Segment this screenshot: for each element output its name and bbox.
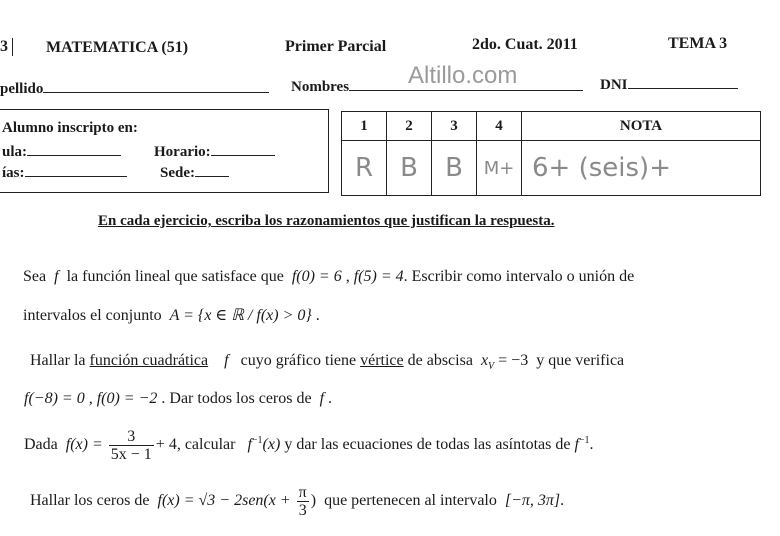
q3-inv-2: f [574, 436, 579, 454]
q4-text-b: que pertenecen al intervalo [324, 492, 497, 510]
question-2-line-2 [24, 390, 332, 408]
dias-label: ías: [2, 165, 25, 181]
q4-fx: f(x) = √3 − 2sen(x + [157, 492, 291, 510]
instructions: En cada ejercicio, escriba los razonamientos que justifican la respuesta. [98, 213, 555, 229]
q4-interval: [−π, 3π] [504, 492, 561, 510]
sede-line [195, 162, 229, 177]
q4-text-a: Hallar los ceros de [30, 492, 150, 510]
question-1-line-2 [23, 305, 320, 325]
q2-text-g: . Dar todos los ceros de [161, 390, 312, 407]
q3-text-b: , calcular [176, 436, 236, 454]
dias-field [2, 162, 127, 182]
question-1-line-1 [23, 268, 634, 286]
dias-line [25, 162, 127, 177]
q2-xv-sub: V [488, 361, 495, 373]
horario-field [154, 141, 275, 161]
q1-text-a: Sea [23, 268, 47, 285]
q4-numerator: π [298, 484, 307, 501]
grades-value-row [342, 141, 761, 196]
apellido-label: pellido [0, 81, 44, 97]
grade-header-1: 1 [342, 112, 387, 141]
q1-text-b: la función lineal que satisface que [66, 268, 284, 285]
q3-tail: + 4 [155, 436, 177, 454]
dni-field [600, 74, 738, 94]
question-2-line-1 [30, 352, 624, 372]
aula-field [2, 141, 121, 161]
grade-header-3: 3 [432, 112, 477, 141]
nombres-label: Nombres [291, 79, 350, 95]
q2-text-a: Hallar la [30, 352, 86, 369]
q3-numerator: 3 [109, 428, 154, 446]
apellido-field [0, 78, 269, 98]
grade-value-1: R [342, 141, 387, 196]
grade-value-4: M+ [477, 141, 522, 196]
q3-text-a: Dada [24, 436, 58, 454]
dni-label: DNI [600, 77, 628, 93]
q2-text-h: . [328, 390, 333, 407]
q4-denominator: 3 [298, 502, 307, 519]
q2-text-e: de abscisa [407, 352, 473, 369]
q2-f-2: f [319, 390, 325, 407]
question-4 [30, 484, 564, 519]
q2-conditions: f(−8) = 0 , f(0) = −2 [24, 390, 158, 407]
q1-conditions: f(0) = 6 , f(5) = 4 [291, 268, 404, 285]
q3-text-d: . [589, 436, 594, 454]
q2-text-b: función cuadrática [89, 352, 209, 369]
q2-text-f: y que verifica [536, 352, 625, 369]
q3-inv-arg: (x) [262, 436, 281, 454]
q1-f: f [54, 268, 59, 285]
grade-header-nota: NOTA [522, 112, 761, 141]
horario-label: Horario: [154, 144, 211, 160]
q2-xv-val: = −3 [498, 352, 529, 369]
horario-line [211, 141, 275, 156]
grade-header-2: 2 [387, 112, 432, 141]
q1-set: A = {x ∈ ℝ / f(x) > 0} [169, 307, 312, 324]
q2-text-c: cuyo gráfico tiene [240, 352, 357, 369]
q3-inv-sup: −1 [251, 434, 263, 446]
q3-fx: f(x) = [65, 436, 103, 454]
q2-xv: x [480, 352, 489, 369]
dni-line [628, 74, 738, 89]
grades-table [341, 111, 761, 196]
sede-field [160, 162, 229, 182]
tema-number: 3 [0, 38, 13, 56]
q3-denominator: 5x − 1 [110, 446, 152, 463]
q1-text-e: . [315, 307, 320, 324]
q2-f: f [224, 352, 229, 369]
tema-label: TEMA 3 [668, 35, 728, 52]
grade-value-2: B [387, 141, 432, 196]
q1-text-c: . Escribir como intervalo o unión de [403, 268, 635, 285]
exam-title: Primer Parcial [285, 38, 387, 55]
q4-fraction [297, 484, 309, 519]
q3-inv: f [247, 436, 252, 454]
aula-label: ula: [2, 144, 28, 160]
q2-text-d: vértice [360, 352, 404, 369]
grades-header-row [342, 112, 761, 141]
q3-text-c: y dar las ecuaciones de todas las asíntotas de [284, 436, 571, 454]
subject-title: MATEMATICA (51) [46, 39, 189, 56]
q4-text-c: . [560, 492, 565, 510]
watermark-text: Altillo.com [408, 62, 518, 89]
term-label: 2do. Cuat. 2011 [472, 36, 578, 53]
q3-inv-2-sup: −1 [578, 434, 590, 446]
apellido-line [43, 78, 269, 93]
question-3 [24, 428, 594, 463]
grade-value-nota: 6+ (seis)+ [522, 141, 761, 196]
grade-header-4: 4 [477, 112, 522, 141]
q4-close: ) [310, 492, 317, 510]
enrollment-title: Alumno inscripto en: [2, 120, 138, 136]
sede-label: Sede: [160, 165, 195, 181]
grade-value-3: B [432, 141, 477, 196]
q3-fraction [109, 428, 154, 463]
q1-text-d: intervalos el conjunto [23, 307, 162, 324]
aula-line [27, 141, 121, 156]
